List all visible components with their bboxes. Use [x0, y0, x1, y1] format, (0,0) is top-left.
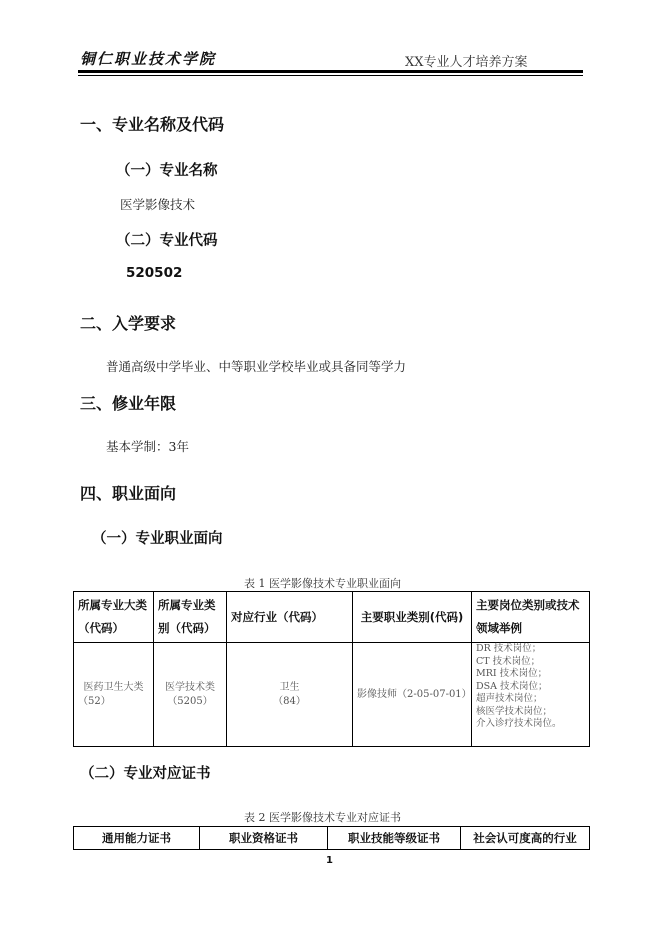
cell-code: （52） [78, 695, 111, 707]
certificate-table [73, 826, 590, 850]
table-header-row [74, 592, 590, 643]
section-heading: 二、入学要求 [80, 314, 177, 333]
table-header-cell: 所属专业大类（代码） [74, 592, 154, 643]
paragraph: 医学影像技术 [120, 197, 196, 212]
table-header-cell: 主要职业类别(代码) [353, 592, 472, 643]
post-item: 核医学技术岗位； [476, 705, 553, 717]
post-item: MRI 技术岗位； [476, 668, 548, 679]
table-header-cell: 职业资格证书 [200, 827, 328, 850]
table-cell [154, 643, 227, 747]
table-row [74, 643, 590, 747]
cell-code: （84） [273, 695, 306, 707]
table-header-cell: 对应行业（代码） [227, 592, 353, 643]
page-number: 1 [326, 855, 333, 866]
subsection-heading: （一）专业职业面向 [92, 531, 223, 547]
paragraph: 普通高级中学毕业、中等职业学校毕业或具备同等学力 [106, 359, 407, 374]
section-heading: 一、专业名称及代码 [80, 115, 225, 134]
paragraph: 520502 [126, 265, 183, 281]
table-caption: 表 1 医学影像技术专业职业面向 [244, 577, 401, 590]
post-item: 介入诊疗技术岗位。 [476, 718, 562, 729]
section-heading: 三、修业年限 [80, 394, 177, 413]
post-item: 超声技术岗位； [476, 693, 543, 704]
subsection-heading: （二）专业对应证书 [80, 766, 211, 782]
table-header-cell: 社会认可度高的行业 [461, 827, 590, 850]
table-cell [472, 643, 590, 747]
table-caption: 表 2 医学影像技术专业对应证书 [244, 811, 401, 824]
header-rule-thick [78, 70, 583, 73]
subsection-heading: （一）专业名称 [116, 163, 218, 179]
paragraph: 基本学制：3年 [106, 439, 189, 454]
post-item: CT 技术岗位； [476, 655, 541, 667]
table-header-cell: 通用能力证书 [74, 827, 200, 850]
occupation-table [73, 591, 590, 747]
subsection-heading: （二）专业代码 [116, 233, 218, 249]
header-rule-thin [78, 75, 583, 76]
cell-code: （5205） [167, 695, 213, 707]
post-item: DSA 技术岗位； [476, 680, 548, 692]
table-header-cell: 所属专业类别（代码） [154, 592, 227, 643]
table-cell [74, 643, 154, 747]
table-cell [227, 643, 353, 747]
post-item: DR 技术岗位； [476, 643, 542, 654]
table-cell: 影像技师（2-05-07-01） [353, 643, 472, 747]
cell-text: 卫生 [279, 681, 300, 693]
section-heading: 四、职业面向 [80, 484, 177, 503]
table-header-cell: 主要岗位类别或技术领域举例 [472, 592, 590, 643]
cell-text: 医学技术类 [165, 681, 215, 693]
header-school-name: 铜仁职业技术学院 [80, 50, 217, 68]
header-doc-title: XX专业人才培养方案 [405, 55, 528, 70]
cell-text: 医药卫生大类 [83, 681, 144, 693]
table-header-row [74, 827, 590, 850]
table-header-cell: 职业技能等级证书 [328, 827, 461, 850]
